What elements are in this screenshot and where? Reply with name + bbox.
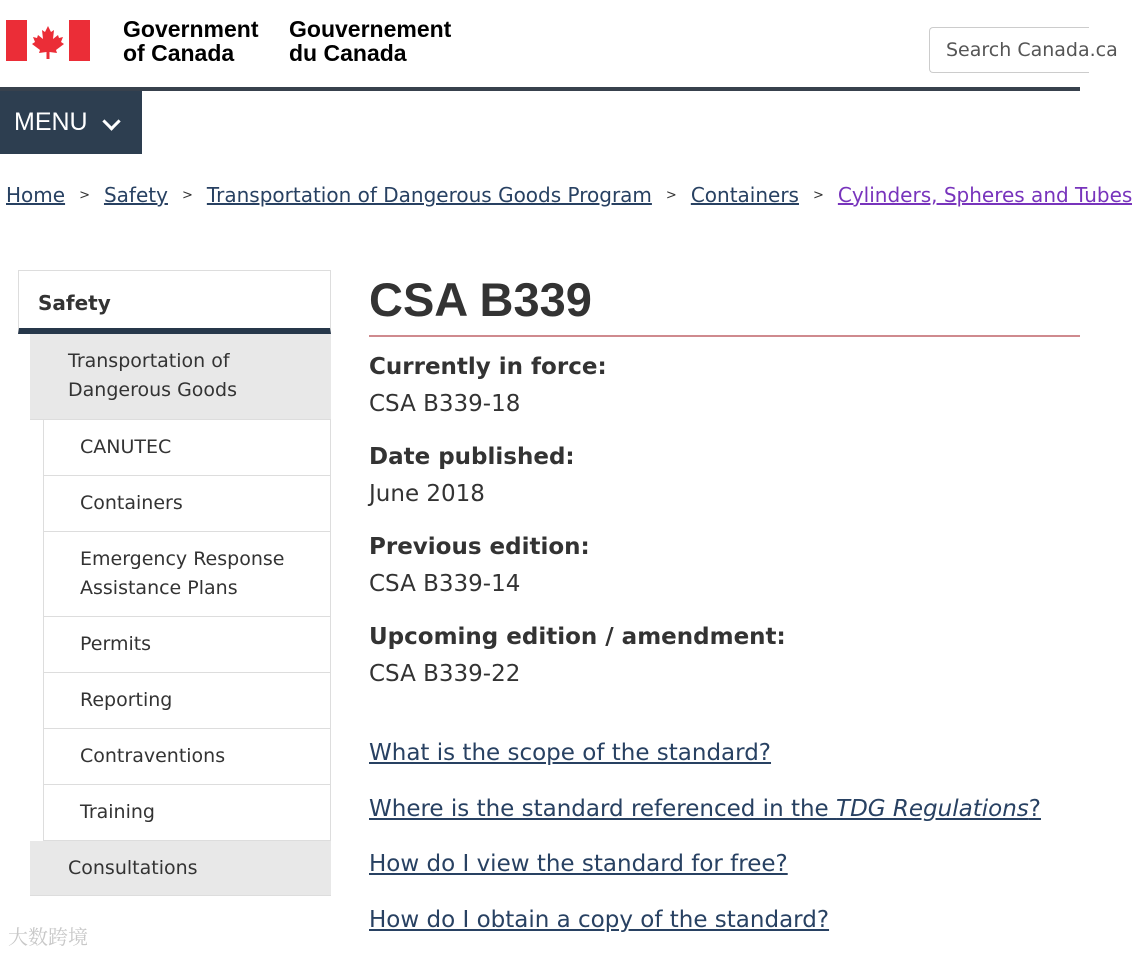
canada-flag-icon[interactable] [6,20,90,61]
breadcrumb-separator: > [665,188,677,203]
referenced-link-suffix: ? [1028,795,1041,822]
sidebar-item-containers[interactable]: Containers [43,476,331,532]
sidebar-item-canutec[interactable]: CANUTEC [43,420,331,476]
referenced-link[interactable] [369,788,1080,844]
sidebar-item-reporting[interactable]: Reporting [43,673,331,729]
header-divider [0,87,1080,91]
breadcrumb-separator: > [79,188,90,203]
field-value: CSA B339-22 [369,661,521,687]
breadcrumb-cylinders[interactable]: Cylinders, Spheres and Tubes [837,183,1132,207]
site-header [0,0,1118,87]
field-value: CSA B339-14 [369,571,521,597]
sidebar-item-tdg[interactable]: Transportation of Dangerous Goods [30,334,331,420]
scope-link[interactable]: What is the scope of the standard? [369,740,772,766]
field-term: Previous edition: [369,534,590,560]
page-title: CSA B339 [369,273,592,326]
section-menu [18,270,331,896]
sidebar-item-consultations[interactable]: Consultations [30,841,331,896]
field-term: Upcoming edition / amendment: [369,624,786,650]
breadcrumb-separator: > [812,188,824,203]
breadcrumb-tdg-program[interactable]: Transportation of Dangerous Goods Program [206,183,652,207]
field-value: June 2018 [369,481,485,507]
breadcrumb [6,183,1132,207]
government-signature-en[interactable]: Government of Canada [123,16,259,66]
watermark-logo: 大数跨境 [8,925,88,949]
breadcrumb-containers[interactable]: Containers [690,183,799,207]
breadcrumb-safety[interactable]: Safety [103,183,168,207]
chevron-down-icon [102,112,120,130]
government-signature-fr[interactable]: Gouvernement du Canada [289,16,452,66]
faq-links [369,732,1080,954]
view-free-link[interactable]: How do I view the standard for free? [369,851,788,877]
field-term: Date published: [369,444,575,470]
referenced-link-prefix: Where is the standard referenced in the [369,795,837,822]
standard-details [369,348,1080,708]
field-value: CSA B339-18 [369,391,521,417]
breadcrumb-separator: > [181,188,193,203]
obtain-copy-link[interactable]: How do I obtain a copy of the standard? [369,906,830,933]
title-underline [369,335,1080,337]
field-term: Currently in force: [369,354,607,380]
sidebar-item-contraventions[interactable]: Contraventions [43,729,331,785]
sidebar-item-training[interactable]: Training [43,785,331,841]
menu-label: MENU [14,108,88,136]
referenced-link-regulations: TDG Regulations [836,795,1029,822]
sidebar-item-erap[interactable]: Emergency Response Assistance Plans [43,532,331,617]
search-input[interactable]: Search Canada.ca [929,27,1089,73]
sidebar-heading-safety[interactable]: Safety [18,270,331,334]
menu-button[interactable] [0,91,142,154]
sidebar-item-permits[interactable]: Permits [43,617,331,673]
breadcrumb-home[interactable]: Home [6,183,66,207]
